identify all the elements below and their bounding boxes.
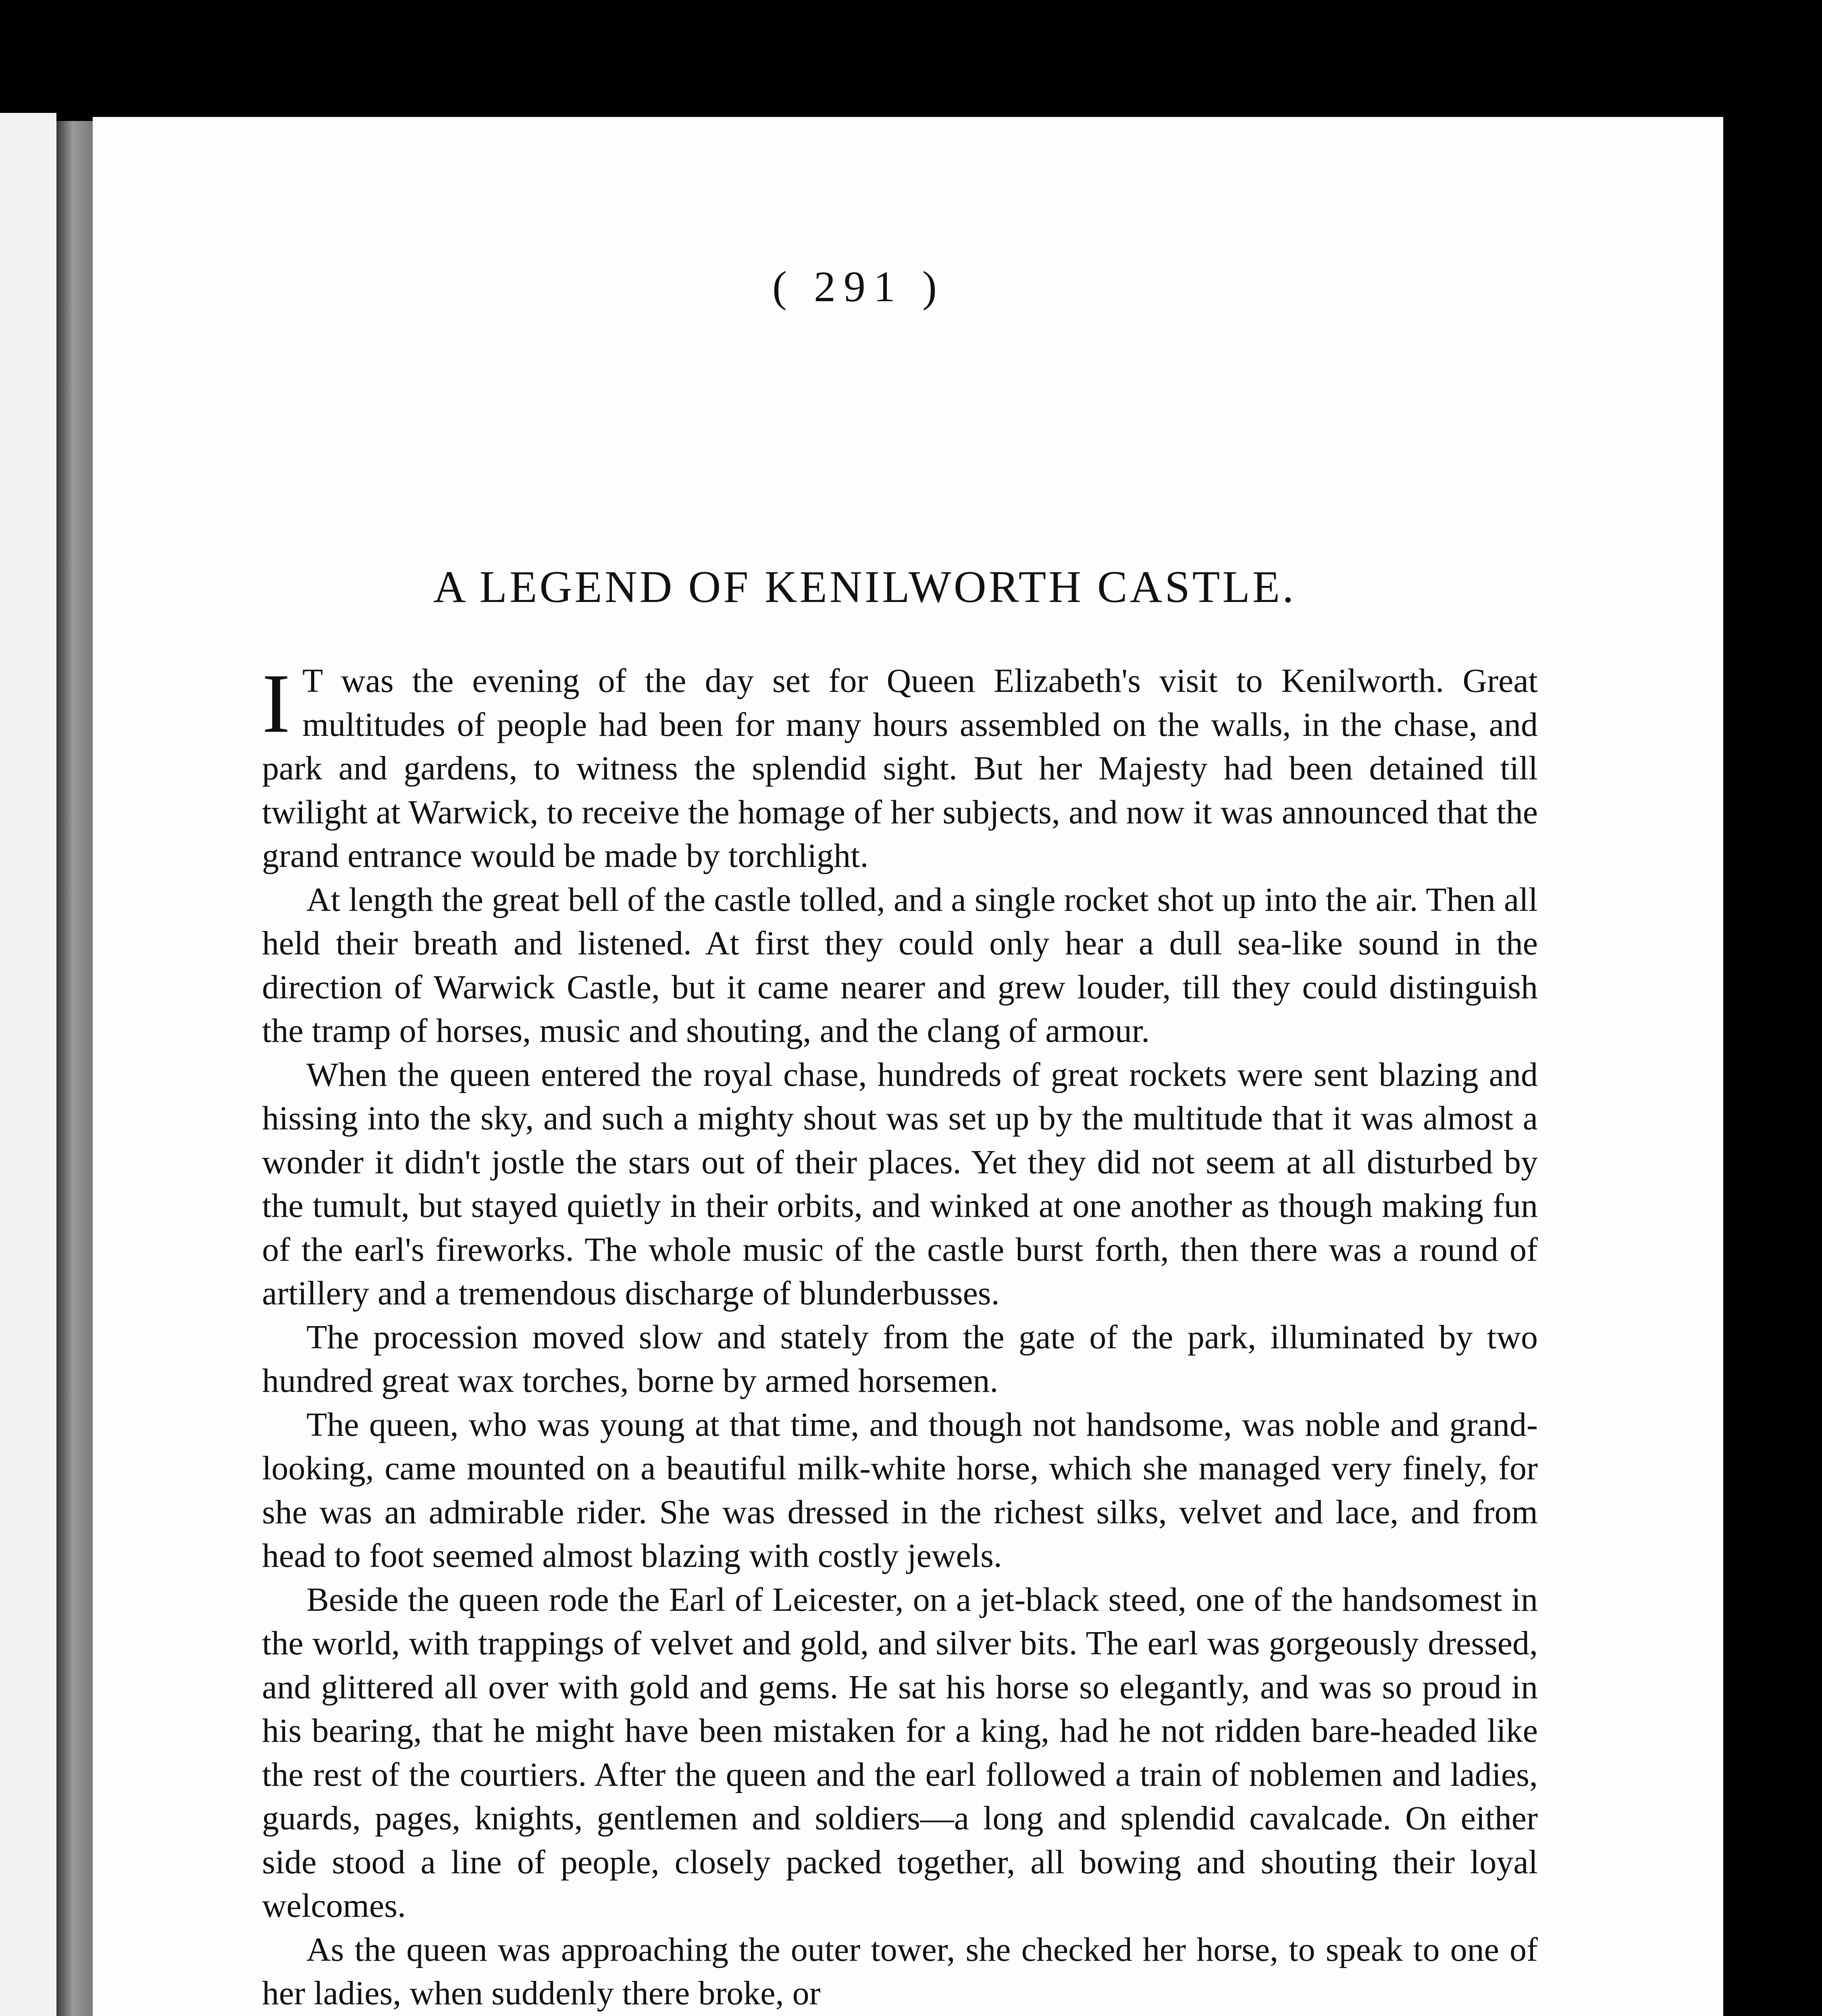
paragraph-5: The queen, who was young at that time, and though not handsome, was noble and grand-looking, came mounted on a beautiful milk-white horse, which she managed very finely, for she was an admirable rider. She was dressed in the richest silks, velvet and lace, and from head to foot seemed almost blazing with costly jewels. xyxy=(262,1406,1538,1574)
paragraph-2: At length the great bell of the castle tolled, and a single rocket shot up into the air. Then all held their breath and listened. At first they could only hear a dull sea-like sound in the direction of Warwick Castle, but it came nearer and grew louder, till they could distinguish the tramp of horses, music and shouting, and the clang of armour. xyxy=(262,881,1538,1050)
drop-cap: I xyxy=(262,657,290,750)
book-spine xyxy=(56,121,93,2016)
paragraph-6: Beside the queen rode the Earl of Leicester, on a jet-black steed, one of the handsomest in the world, with trappings of velvet and gold, and silver bits. The earl was gorgeously dressed, and glittered all over with gold and gems. He sat his horse so elegantly, and was so proud in his bearing, that he might have been mistaken for a king, had he not ridden bare-headed like the rest of the courtiers. After the queen and the earl followed a train of noblemen and ladies, guards, pages, knights, gentlemen and soldiers—a long and splendid cavalcade. On either side stood a line of people, closely packed together, all bowing and shouting their loyal welcomes. xyxy=(262,1581,1538,1924)
paragraph-4: The procession moved slow and stately from the gate of the park, illuminated by two hundred great wax torches, borne by armed horsemen. xyxy=(262,1318,1538,1400)
paragraph-3: When the queen entered the royal chase, hundreds of great rockets were sent blazing and hissing into the sky, and such a mighty shout was set up by the multitude that it was almost a wonder it didn't jostle the stars out of their places. Yet they did not seem at all disturbed by the tumult, but stayed quietly in their orbits, and winked at one another as though making fun of the earl's fireworks. The whole music of the castle burst forth, then there was a round of artillery and a tremendous discharge of blunderbusses. xyxy=(262,1056,1538,1312)
book-page xyxy=(93,117,1723,2016)
story-body xyxy=(262,659,1538,2016)
paragraph-1 xyxy=(262,659,1538,878)
facing-page-edge xyxy=(0,113,56,2016)
page-number: ( 291 ) xyxy=(772,263,945,311)
paragraph-7: As the queen was approaching the outer tower, she checked her horse, to speak to one of her ladies, when suddenly there broke, or xyxy=(262,1931,1538,2012)
story-title: A LEGEND OF KENILWORTH CASTLE. xyxy=(433,562,1296,612)
paragraph-1-text: T was the evening of the day set for Queen Elizabeth's visit to Kenilworth. Great multitudes of people had been for many hours assembled on the walls, in the chase, and park and gardens, to witness the splendid sight. But her Majesty had been detained till twilight at Warwick, to receive the homage of her subjects, and now it was announced that the grand entrance would be made by torchlight. xyxy=(262,662,1538,875)
